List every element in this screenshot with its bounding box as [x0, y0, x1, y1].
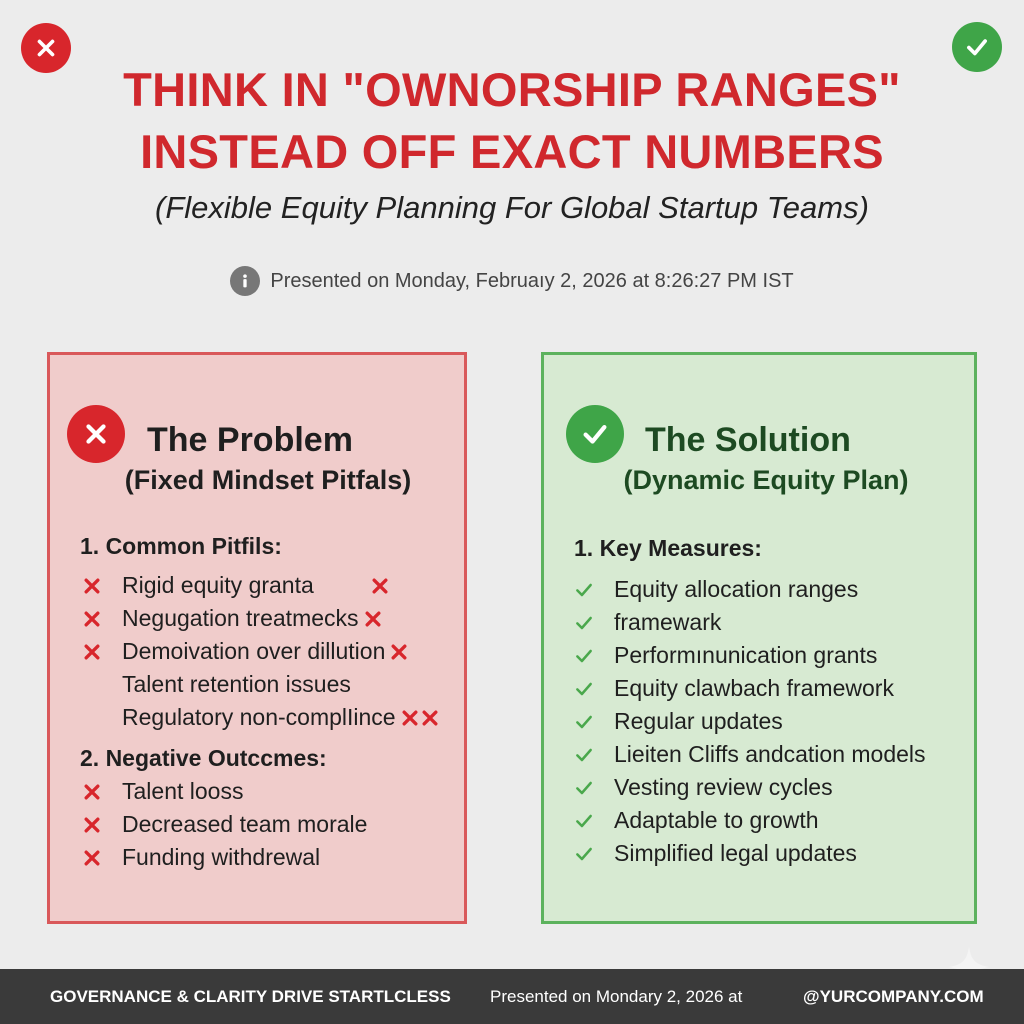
- check-circle-icon: [566, 405, 624, 463]
- problem-title: The Problem: [147, 421, 353, 459]
- list-item-text: Equity clawbach framework: [614, 675, 894, 701]
- list-item: [574, 573, 926, 606]
- problem-panel: [47, 352, 467, 924]
- main-title-line1: THINK IN "OWNORSHIP RANGES": [123, 63, 901, 116]
- list-item: [82, 569, 440, 602]
- check-mark-icon: [574, 745, 614, 765]
- list-item-text: Regulatory non-complIince: [122, 704, 396, 730]
- solution-subtitle: (Dynamic Equity Plan): [623, 465, 909, 495]
- list-item: [82, 602, 440, 635]
- x-mark-icon: [82, 815, 122, 835]
- list-item: [82, 775, 367, 808]
- list-item-text: Talent looss: [122, 778, 244, 804]
- x-mark-icon: [82, 576, 122, 596]
- x-mark-icon: [389, 642, 409, 662]
- list-item-text: Performınunication grants: [614, 642, 878, 668]
- list-item-text: framewark: [614, 609, 722, 635]
- list-item-text: Simplified legal updates: [614, 840, 857, 866]
- x-mark-icon: [400, 708, 440, 728]
- list-item-text: Decreased team morale: [122, 811, 368, 837]
- presented-line: [0, 266, 1024, 296]
- solution-section1-heading: 1. Key Measures:: [574, 535, 762, 561]
- list-item: [82, 841, 367, 874]
- list-item: [82, 701, 440, 734]
- list-item: [574, 672, 926, 705]
- solution-measures-list: [574, 573, 926, 870]
- x-circle-icon: [67, 405, 125, 463]
- list-item: [574, 804, 926, 837]
- list-item-text: Negugation treatmecks: [122, 605, 359, 631]
- list-item-text: Rigid equity granta: [122, 572, 314, 598]
- check-mark-icon: [574, 778, 614, 798]
- list-item-text: Funding withdrewal: [122, 844, 321, 870]
- list-item: [574, 738, 926, 771]
- list-item: [574, 606, 926, 639]
- list-item: [82, 808, 367, 841]
- list-item-text: Talent retention issues: [122, 671, 351, 697]
- problem-section1-heading: 1. Common Pitfils:: [80, 533, 282, 559]
- footer-left-text: GOVERNANCE & CLARITY DRIVE STARTLCLESS: [50, 986, 451, 1006]
- list-item: [574, 837, 926, 870]
- list-item: [574, 639, 926, 672]
- x-mark-icon: [82, 782, 122, 802]
- list-item-text: Vesting review cycles: [614, 774, 833, 800]
- x-mark-icon: [82, 642, 122, 662]
- list-item-text: Adaptable to growth: [614, 807, 819, 833]
- problem-section2-heading: 2. Negative Outccmes:: [80, 745, 327, 771]
- check-mark-icon: [574, 712, 614, 732]
- footer-bar: [0, 969, 1024, 1024]
- list-item-text: Regular updates: [614, 708, 783, 734]
- x-mark-icon: [363, 609, 383, 629]
- check-mark-icon: [574, 580, 614, 600]
- footer-center-text: Presented on Mondary 2, 2026 at: [490, 986, 743, 1006]
- check-mark-icon: [574, 679, 614, 699]
- check-mark-icon: [574, 844, 614, 864]
- check-mark-icon: [574, 646, 614, 666]
- problem-outcomes-list: [82, 775, 367, 874]
- x-mark-icon: [82, 848, 122, 868]
- list-item-text: Lieiten Cliffs andcation models: [614, 741, 926, 767]
- footer-handle[interactable]: @YURCOMPANY.COM: [803, 986, 984, 1006]
- solution-panel: [541, 352, 977, 924]
- problem-subtitle: (Fixed Mindset Pitfals): [124, 465, 412, 495]
- main-title-line2: INSTEAD OFF EXACT NUMBERS: [140, 125, 884, 178]
- subtitle: (Flexible Equity Planning For Global Startup Teams): [155, 190, 869, 225]
- x-mark-icon: [82, 609, 122, 629]
- info-icon: [230, 266, 260, 296]
- problem-pitfalls-list: [82, 569, 440, 734]
- presented-text: Presented on Monday, Februaıy 2, 2026 at 8:26:27 PM IST: [270, 269, 794, 292]
- list-item-text: Equity allocation ranges: [614, 576, 859, 602]
- check-mark-icon: [574, 811, 614, 831]
- solution-title: The Solution: [645, 421, 851, 459]
- list-item: [574, 771, 926, 804]
- list-item: [82, 668, 440, 701]
- list-item: [82, 635, 440, 668]
- list-item: [574, 705, 926, 738]
- list-item-text: Demoivation over dillution: [122, 638, 386, 664]
- x-mark-icon: [370, 576, 390, 596]
- check-mark-icon: [574, 613, 614, 633]
